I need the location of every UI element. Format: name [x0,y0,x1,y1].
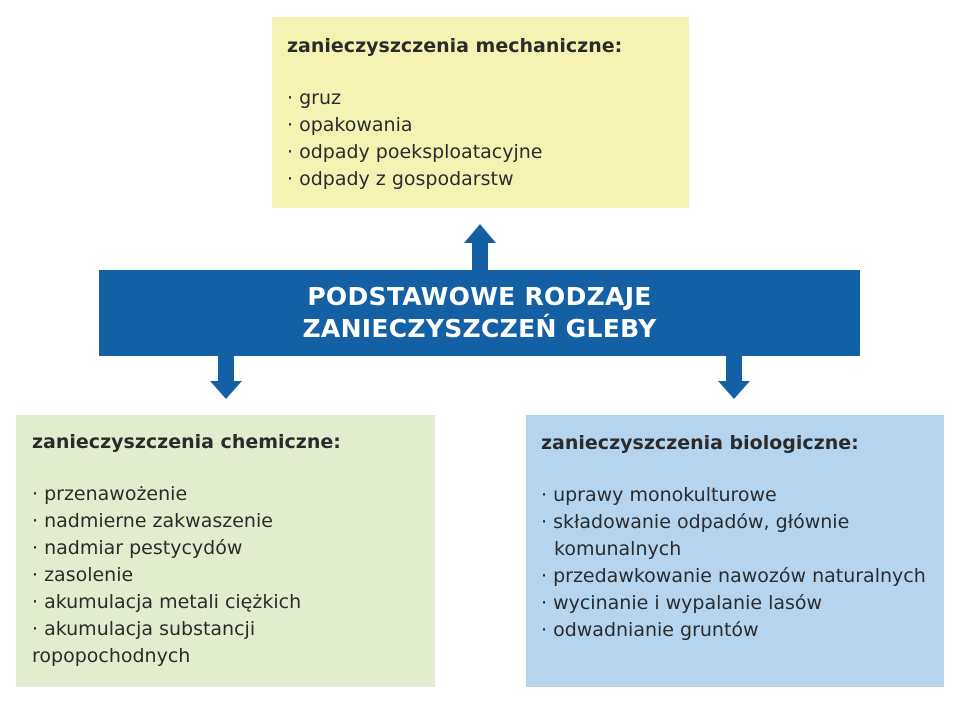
biological-title: zanieczyszczenia biologiczne: [541,432,859,454]
central-title-line-1: PODSTAWOWE RODZAJE [307,282,652,311]
list-item: · gruz [287,87,341,109]
mechanical-pollution-box [272,17,689,208]
arrow-up-icon [464,224,496,271]
list-item: · opakowania [287,114,413,136]
mechanical-title: zanieczyszczenia mechaniczne: [287,35,623,57]
list-item: · odwadnianie gruntów [541,619,759,641]
list-item: · akumulacja metali ciężkich [32,591,302,613]
biological-pollution-box [526,415,944,687]
list-item: · odpady poeksploatacyjne [287,141,543,163]
list-item: · przenawożenie [32,483,188,505]
arrow-down-right-icon [718,355,750,399]
list-item: · odpady z gospodarstw [287,168,514,190]
list-item: · nadmiar pestycydów [32,537,243,559]
central-banner [99,270,860,356]
biological-list [541,482,929,644]
chemical-title: zanieczyszczenia chemiczne: [32,431,341,453]
list-item: · zasolenie [32,564,134,586]
list-item: · składowanie odpadów, głównie komunalnych [541,511,850,560]
list-item: · uprawy monokulturowe [541,484,777,506]
list-item: · akumulacja substancji ropopochodnych [32,618,256,667]
central-title-line-2: ZANIECZYSZCZEŃ GLEBY [302,314,657,343]
central-title [303,281,657,345]
list-item: · nadmierne zakwaszenie [32,510,273,532]
chemical-list [32,481,419,670]
list-item: · wycinanie i wypalanie lasów [541,592,823,614]
arrow-down-left-icon [210,355,242,399]
mechanical-list [287,85,674,193]
list-item: · przedawkowanie nawozów naturalnych [541,565,926,587]
chemical-pollution-box [16,415,435,687]
